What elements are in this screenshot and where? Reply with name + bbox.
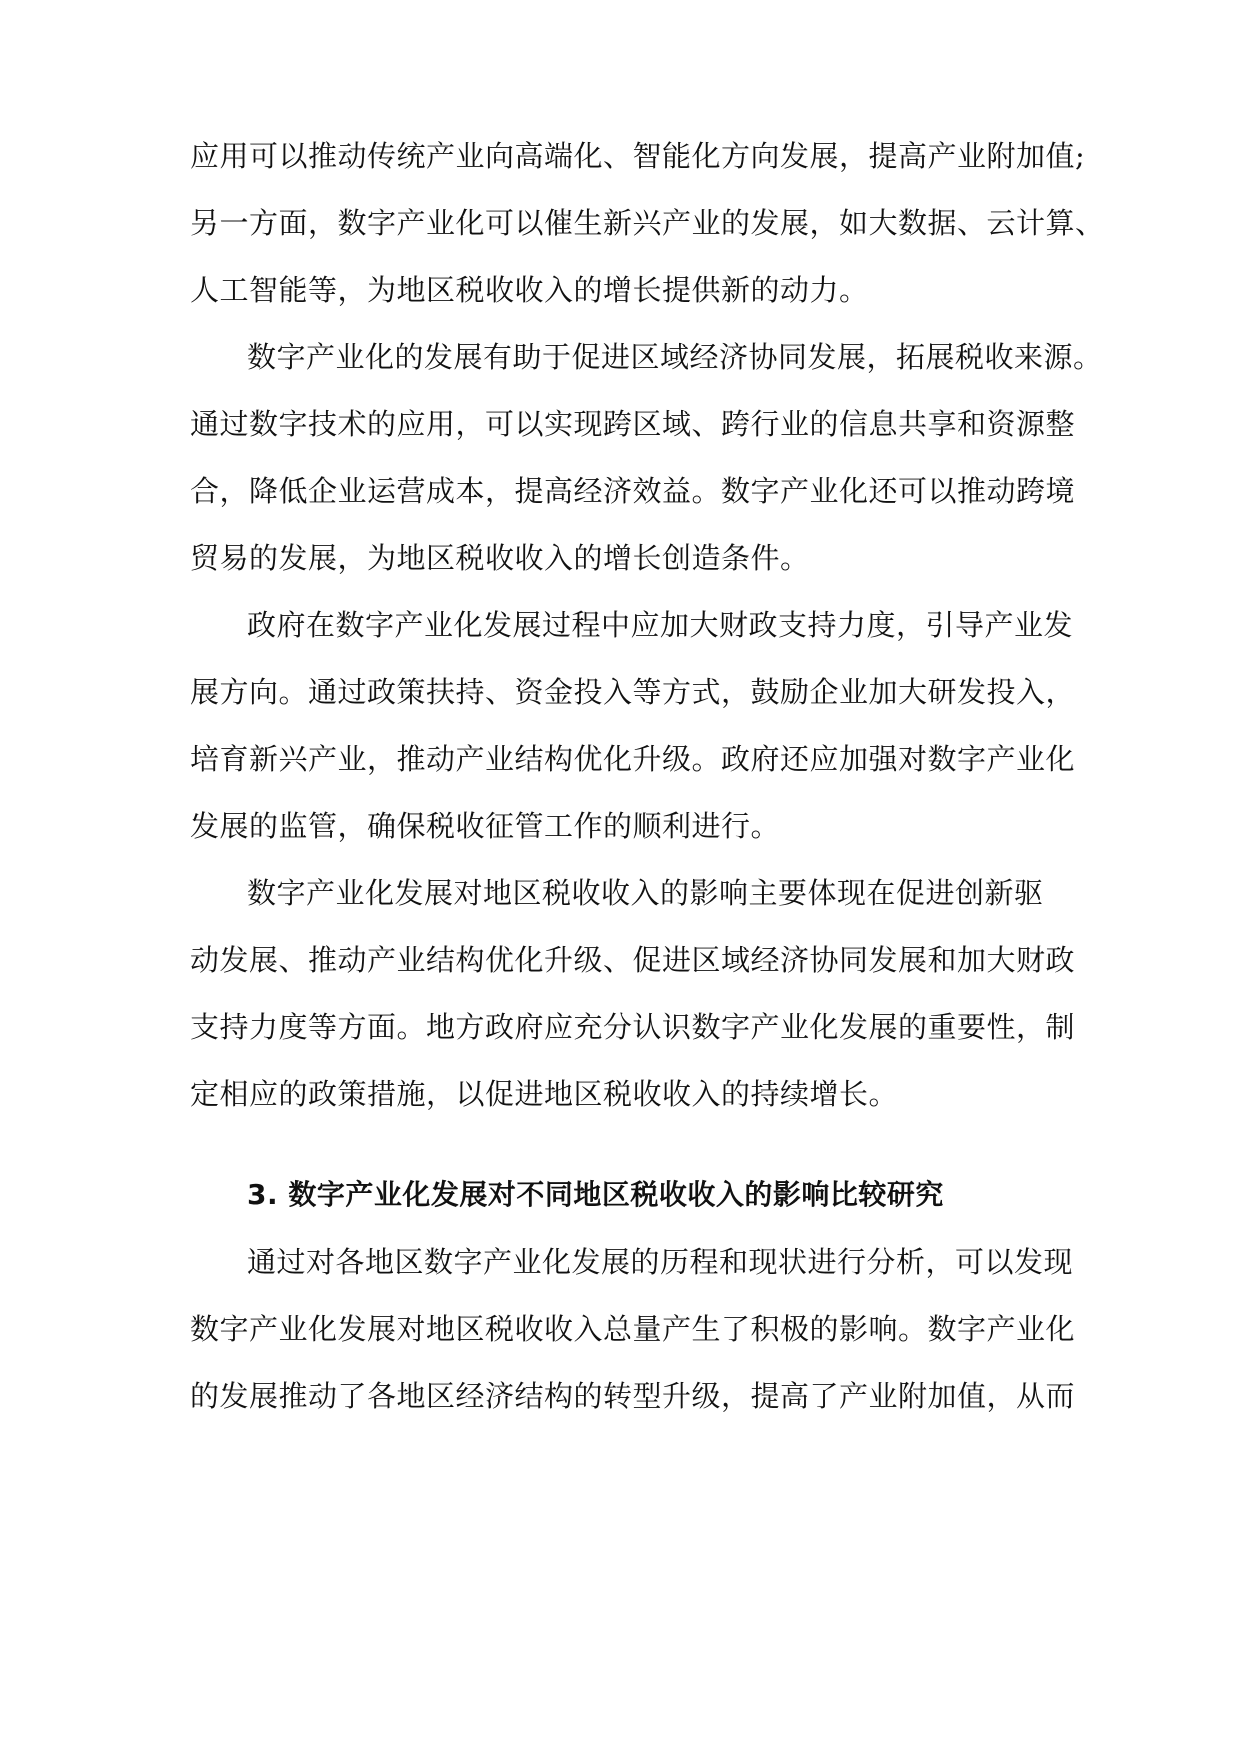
paragraph-1-line-3: 人工智能等，为地区税收收入的增长提供新的动力。: [190, 273, 869, 307]
paragraph-3-line-2: 展方向。通过政策扶持、资金投入等方式，鼓励企业加大研发投入，: [190, 675, 1076, 709]
paragraph-4-line-4: 定相应的政策措施，以促进地区税收收入的持续增长。: [190, 1077, 899, 1111]
section-heading: 3. 数字产业化发展对不同地区税收收入的影响比较研究: [247, 1178, 944, 1211]
paragraph-3-line-1: 政府在数字产业化发展过程中应加大财政支持力度，引导产业发: [247, 608, 1074, 642]
paragraph-4-line-3: 支持力度等方面。地方政府应充分认识数字产业化发展的重要性，制: [190, 1010, 1076, 1044]
paragraph-2-line-3: 合，降低企业运营成本，提高经济效益。数字产业化还可以推动跨境: [190, 474, 1076, 508]
paragraph-3-line-3: 培育新兴产业，推动产业结构优化升级。政府还应加强对数字产业化: [190, 742, 1076, 776]
paragraph-4-line-1: 数字产业化发展对地区税收收入的影响主要体现在促进创新驱: [247, 876, 1044, 910]
paragraph-3-line-4: 发展的监管，确保税收征管工作的顺利进行。: [190, 809, 781, 843]
section-paragraph-line-3: 的发展推动了各地区经济结构的转型升级，提高了产业附加值，从而: [190, 1379, 1076, 1413]
paragraph-1-line-1: 应用可以推动传统产业向高端化、智能化方向发展，提高产业附加值;: [190, 139, 1086, 173]
section-paragraph-line-1: 通过对各地区数字产业化发展的历程和现状进行分析，可以发现: [247, 1245, 1074, 1279]
paragraph-4-line-2: 动发展、推动产业结构优化升级、促进区域经济协同发展和加大财政: [190, 943, 1076, 977]
section-paragraph-line-2: 数字产业化发展对地区税收收入总量产生了积极的影响。数字产业化: [190, 1312, 1076, 1346]
paragraph-2-line-2: 通过数字技术的应用，可以实现跨区域、跨行业的信息共享和资源整: [190, 407, 1076, 441]
paragraph-2-line-1: 数字产业化的发展有助于促进区域经济协同发展，拓展税收来源。: [247, 340, 1103, 374]
paragraph-2-line-4: 贸易的发展，为地区税收收入的增长创造条件。: [190, 541, 810, 575]
paragraph-1-line-2: 另一方面，数字产业化可以催生新兴产业的发展，如大数据、云计算、: [190, 206, 1105, 240]
